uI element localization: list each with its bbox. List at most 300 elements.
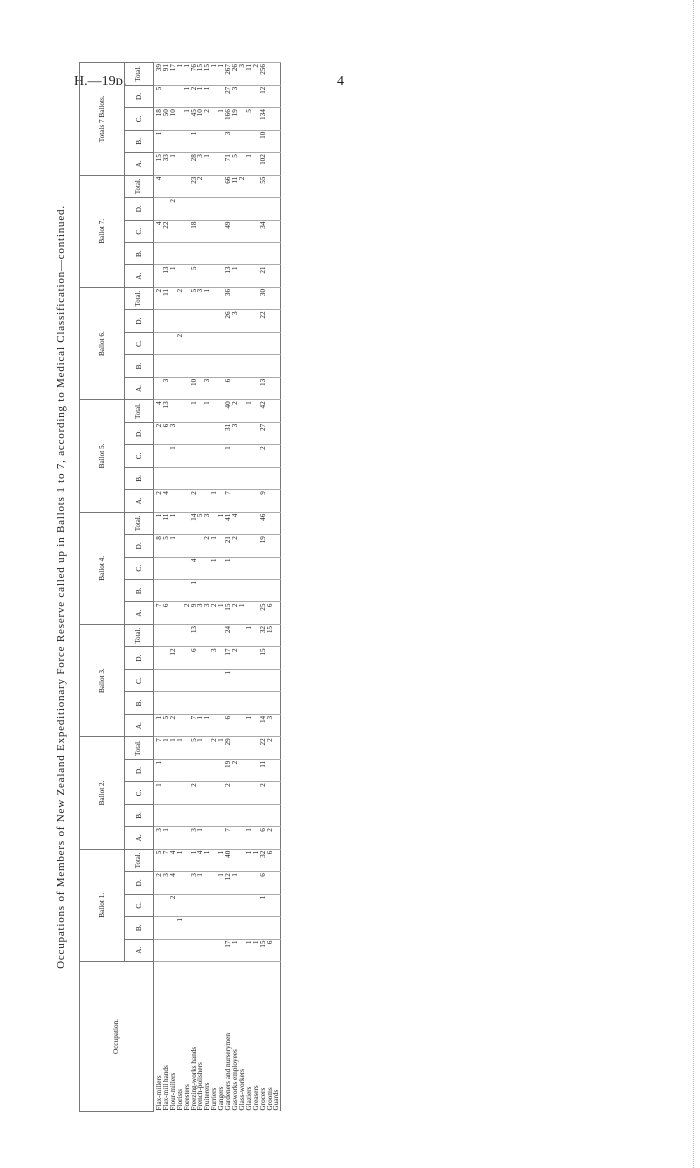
value-cell	[232, 557, 239, 579]
value-cell: 10	[197, 108, 204, 130]
occupation-cell: Flax-millers	[154, 962, 163, 1112]
ballot-group-header: Ballot 4.	[80, 512, 125, 624]
value-cell	[191, 669, 198, 691]
value-cell	[191, 422, 198, 444]
rotated-table-block	[55, 62, 615, 1112]
value-cell	[211, 782, 218, 804]
table-row	[163, 63, 170, 1112]
value-cell: 1	[253, 849, 260, 871]
value-cell	[225, 243, 232, 265]
value-cell: 3	[232, 422, 239, 444]
value-cell	[273, 490, 280, 512]
value-cell: 21	[260, 265, 267, 287]
value-cell	[197, 917, 204, 939]
value-cell	[177, 198, 184, 220]
value-cell	[204, 332, 211, 354]
value-cell	[218, 917, 225, 939]
value-cell: 26	[232, 63, 239, 86]
class-header: B.	[125, 130, 154, 152]
value-cell: 14	[260, 714, 267, 736]
value-cell	[191, 535, 198, 557]
value-cell	[204, 175, 211, 197]
value-cell	[273, 782, 280, 804]
value-cell	[170, 759, 177, 781]
class-header: C.	[125, 445, 154, 467]
value-cell: 1	[218, 737, 225, 759]
table-row	[197, 63, 204, 1112]
value-cell	[267, 400, 274, 422]
value-cell: 2	[204, 108, 211, 130]
value-cell	[163, 557, 170, 579]
value-cell	[184, 692, 191, 714]
value-cell	[197, 782, 204, 804]
value-cell: 8	[154, 535, 163, 557]
value-cell	[267, 759, 274, 781]
value-cell: 1	[191, 130, 198, 152]
value-cell	[204, 804, 211, 826]
value-cell	[267, 355, 274, 377]
value-cell	[246, 737, 253, 759]
value-cell: 49	[225, 220, 232, 242]
value-cell	[232, 894, 239, 916]
value-cell	[211, 310, 218, 332]
value-cell: 6	[191, 647, 198, 669]
value-cell	[170, 692, 177, 714]
value-cell: 4	[154, 175, 163, 197]
value-cell: 4	[191, 557, 198, 579]
class-header: C.	[125, 782, 154, 804]
table-title: Occupations of Members of New Zealand Expeditionary Force Reserve called up in Ballots 1 to 7, according to Medical Classification—continued.	[55, 205, 67, 969]
value-cell: 3	[225, 130, 232, 152]
value-cell	[211, 939, 218, 961]
value-cell: 3	[197, 287, 204, 309]
value-cell: 5	[246, 108, 253, 130]
value-cell	[253, 692, 260, 714]
value-cell: 134	[260, 108, 267, 130]
value-cell	[204, 669, 211, 691]
value-cell	[191, 445, 198, 467]
value-cell: 12	[170, 647, 177, 669]
value-cell: 2	[260, 782, 267, 804]
value-cell: 6	[267, 849, 274, 871]
occupation-cell: Freezing-works hands	[191, 962, 198, 1112]
value-cell	[170, 85, 177, 107]
value-cell	[177, 153, 184, 175]
value-cell: 76	[191, 63, 198, 86]
value-cell	[197, 759, 204, 781]
value-cell	[273, 355, 280, 377]
value-cell: 31	[225, 422, 232, 444]
value-cell	[267, 310, 274, 332]
value-cell	[163, 804, 170, 826]
value-cell	[246, 490, 253, 512]
value-cell: 15	[197, 63, 204, 86]
class-header: D.	[125, 759, 154, 781]
value-cell	[246, 467, 253, 489]
value-cell: 2	[154, 872, 163, 894]
ballot-group-header: Ballot 5.	[80, 400, 125, 512]
value-cell	[260, 669, 267, 691]
value-cell	[211, 377, 218, 399]
value-cell	[267, 580, 274, 602]
class-header: A.	[125, 490, 154, 512]
value-cell	[267, 535, 274, 557]
value-cell	[232, 287, 239, 309]
value-cell	[239, 85, 246, 107]
value-cell: 3	[232, 310, 239, 332]
value-cell: 36	[225, 287, 232, 309]
value-cell	[273, 63, 280, 86]
value-cell: 2	[170, 894, 177, 916]
value-cell	[184, 894, 191, 916]
value-cell	[267, 198, 274, 220]
value-cell	[239, 287, 246, 309]
value-cell	[267, 85, 274, 107]
value-cell: 6	[163, 602, 170, 624]
value-cell	[273, 265, 280, 287]
occupation-cell: Glass-workers	[239, 962, 246, 1112]
value-cell: 166	[225, 108, 232, 130]
value-cell	[154, 939, 163, 961]
value-cell	[246, 535, 253, 557]
value-cell: 30	[260, 287, 267, 309]
value-cell: 22	[260, 737, 267, 759]
class-header: A.	[125, 377, 154, 399]
value-cell	[239, 669, 246, 691]
value-cell: 23	[191, 175, 198, 197]
ballot-group-header: Ballot 6.	[80, 287, 125, 399]
value-cell: 3	[204, 602, 211, 624]
value-cell: 42	[260, 400, 267, 422]
value-cell	[170, 175, 177, 197]
value-cell	[246, 692, 253, 714]
value-cell: 14	[191, 512, 198, 534]
value-cell	[232, 490, 239, 512]
value-cell	[184, 445, 191, 467]
value-cell: 6	[260, 827, 267, 849]
page-code: H.—19ᴅ.	[74, 74, 127, 89]
value-cell: 15	[204, 63, 211, 86]
value-cell: 1	[239, 602, 246, 624]
value-cell	[273, 198, 280, 220]
value-cell: 2	[232, 535, 239, 557]
value-cell	[239, 759, 246, 781]
value-cell	[267, 490, 274, 512]
value-cell	[211, 467, 218, 489]
value-cell	[267, 287, 274, 309]
value-cell: 10	[191, 377, 198, 399]
value-cell	[163, 939, 170, 961]
value-cell	[273, 849, 280, 871]
value-cell	[246, 669, 253, 691]
table-row	[260, 63, 267, 1112]
value-cell	[191, 917, 198, 939]
value-cell	[273, 737, 280, 759]
value-cell	[177, 490, 184, 512]
value-cell	[246, 917, 253, 939]
value-cell	[191, 692, 198, 714]
value-cell: 15	[154, 153, 163, 175]
value-cell	[184, 759, 191, 781]
value-cell	[267, 108, 274, 130]
value-cell: 3	[191, 827, 198, 849]
value-cell: 1	[191, 580, 198, 602]
value-cell: 1	[246, 400, 253, 422]
value-cell	[170, 130, 177, 152]
value-cell	[170, 782, 177, 804]
value-cell: 3	[197, 153, 204, 175]
occupation-cell: Glaziers	[246, 962, 253, 1112]
value-cell: 1	[204, 287, 211, 309]
value-cell	[204, 872, 211, 894]
value-cell	[246, 512, 253, 534]
value-cell	[197, 939, 204, 961]
value-cell	[177, 130, 184, 152]
value-cell: 6	[267, 939, 274, 961]
value-cell: 19	[260, 535, 267, 557]
class-header: B.	[125, 692, 154, 714]
occupation-header: Occupation.	[80, 962, 154, 1112]
value-cell: 1	[184, 63, 191, 86]
value-cell: 5	[191, 265, 198, 287]
table-row	[267, 63, 274, 1112]
value-cell	[197, 580, 204, 602]
value-cell	[273, 917, 280, 939]
value-cell: 12	[225, 872, 232, 894]
value-cell: 15	[260, 939, 267, 961]
value-cell	[267, 153, 274, 175]
value-cell: 2	[260, 445, 267, 467]
value-cell	[177, 804, 184, 826]
value-cell	[232, 467, 239, 489]
value-cell	[204, 355, 211, 377]
value-cell: 1	[163, 737, 170, 759]
value-cell	[253, 243, 260, 265]
value-cell	[267, 692, 274, 714]
value-cell	[204, 422, 211, 444]
ballot-group-header: Ballot 1.	[80, 849, 125, 961]
value-cell: 2	[232, 759, 239, 781]
value-cell	[197, 355, 204, 377]
page-edge	[691, 0, 694, 1168]
value-cell	[232, 198, 239, 220]
value-cell	[239, 332, 246, 354]
value-cell	[239, 130, 246, 152]
value-cell	[225, 917, 232, 939]
occupation-cell: Grooms	[267, 962, 274, 1112]
value-cell: 5	[197, 512, 204, 534]
value-cell	[163, 130, 170, 152]
value-cell	[204, 198, 211, 220]
value-cell	[163, 355, 170, 377]
value-cell	[218, 580, 225, 602]
value-cell	[170, 827, 177, 849]
value-cell: 2	[197, 175, 204, 197]
value-cell	[177, 422, 184, 444]
value-cell	[177, 714, 184, 736]
class-header: D.	[125, 85, 154, 107]
value-cell: 1	[191, 849, 198, 871]
value-cell: 2	[184, 602, 191, 624]
value-cell	[232, 355, 239, 377]
value-cell	[246, 782, 253, 804]
value-cell	[273, 175, 280, 197]
value-cell	[267, 175, 274, 197]
value-cell: 27	[225, 85, 232, 107]
value-cell	[197, 894, 204, 916]
value-cell	[163, 310, 170, 332]
value-cell	[239, 557, 246, 579]
value-cell: 2	[267, 737, 274, 759]
value-cell	[170, 220, 177, 242]
ballot-group-header: Totals 7 Ballots.	[80, 63, 125, 176]
value-cell	[211, 85, 218, 107]
value-cell	[273, 377, 280, 399]
value-cell	[211, 175, 218, 197]
value-cell: 39	[154, 63, 163, 86]
value-cell: 29	[225, 737, 232, 759]
value-cell	[232, 737, 239, 759]
value-cell: 2	[191, 490, 198, 512]
value-cell	[170, 467, 177, 489]
value-cell: 1	[177, 849, 184, 871]
value-cell	[225, 692, 232, 714]
value-cell: 1	[246, 153, 253, 175]
value-cell	[211, 265, 218, 287]
value-cell: 22	[163, 220, 170, 242]
class-header: B.	[125, 580, 154, 602]
value-cell: 1	[154, 782, 163, 804]
value-cell: 1	[260, 894, 267, 916]
value-cell: 2	[154, 422, 163, 444]
value-cell	[191, 894, 198, 916]
value-cell: 1	[218, 849, 225, 871]
value-cell	[154, 243, 163, 265]
value-cell	[218, 894, 225, 916]
value-cell	[273, 714, 280, 736]
value-cell: 71	[225, 153, 232, 175]
table-row	[204, 63, 211, 1112]
value-cell	[170, 804, 177, 826]
value-cell	[253, 917, 260, 939]
occupation-cell: Flour-millers	[170, 962, 177, 1112]
class-header: D.	[125, 198, 154, 220]
value-cell	[246, 894, 253, 916]
value-cell	[204, 130, 211, 152]
class-header: A.	[125, 602, 154, 624]
value-cell	[267, 782, 274, 804]
value-cell: 11	[163, 512, 170, 534]
value-cell	[177, 759, 184, 781]
value-cell	[211, 400, 218, 422]
value-cell: 2	[253, 63, 260, 86]
value-cell	[267, 130, 274, 152]
value-cell: 15	[225, 602, 232, 624]
occupation-cell: Furriers	[211, 962, 218, 1112]
value-cell: 2	[225, 782, 232, 804]
value-cell	[273, 512, 280, 534]
value-cell	[253, 198, 260, 220]
value-cell: 7	[154, 737, 163, 759]
value-cell: 27	[260, 422, 267, 444]
value-cell: 1	[225, 669, 232, 691]
value-cell: 4	[163, 490, 170, 512]
occupations-table	[79, 62, 281, 1112]
value-cell: 1	[177, 63, 184, 86]
value-cell	[163, 85, 170, 107]
value-cell	[154, 557, 163, 579]
table-row	[239, 63, 246, 1112]
value-cell: 1	[246, 714, 253, 736]
value-cell	[232, 782, 239, 804]
value-cell	[246, 557, 253, 579]
value-cell: 9	[191, 602, 198, 624]
value-cell	[184, 804, 191, 826]
value-cell	[260, 467, 267, 489]
ballot-group-header: Ballot 2.	[80, 737, 125, 849]
value-cell	[170, 939, 177, 961]
value-cell	[184, 422, 191, 444]
value-cell	[239, 535, 246, 557]
value-cell: 1	[154, 512, 163, 534]
value-cell	[154, 804, 163, 826]
value-cell	[177, 557, 184, 579]
value-cell	[204, 445, 211, 467]
value-cell: 1	[246, 624, 253, 646]
table-row	[211, 63, 218, 1112]
value-cell: 1	[197, 827, 204, 849]
value-cell	[246, 243, 253, 265]
value-cell: 45	[191, 108, 198, 130]
value-cell	[239, 355, 246, 377]
value-cell	[197, 265, 204, 287]
occupation-cell: French-polishers	[197, 962, 204, 1112]
value-cell	[239, 243, 246, 265]
value-cell	[154, 580, 163, 602]
value-cell	[260, 917, 267, 939]
value-cell: 1	[154, 130, 163, 152]
value-cell	[225, 332, 232, 354]
value-cell	[177, 872, 184, 894]
value-cell	[239, 872, 246, 894]
value-cell: 3	[191, 872, 198, 894]
value-cell	[239, 220, 246, 242]
value-cell	[197, 692, 204, 714]
value-cell	[197, 624, 204, 646]
class-header: C.	[125, 894, 154, 916]
value-cell: 21	[225, 535, 232, 557]
class-header: C.	[125, 332, 154, 354]
value-cell: 3	[170, 422, 177, 444]
value-cell	[239, 198, 246, 220]
value-cell	[177, 535, 184, 557]
value-cell	[204, 580, 211, 602]
table-row	[170, 63, 177, 1112]
value-cell	[177, 310, 184, 332]
value-cell	[204, 827, 211, 849]
value-cell	[211, 287, 218, 309]
value-cell	[170, 243, 177, 265]
value-cell	[246, 580, 253, 602]
table-row	[184, 63, 191, 1112]
value-cell: 1	[170, 737, 177, 759]
value-cell	[163, 175, 170, 197]
value-cell	[273, 400, 280, 422]
value-cell	[267, 265, 274, 287]
table-row	[154, 63, 163, 1112]
value-cell	[246, 804, 253, 826]
value-cell	[170, 624, 177, 646]
